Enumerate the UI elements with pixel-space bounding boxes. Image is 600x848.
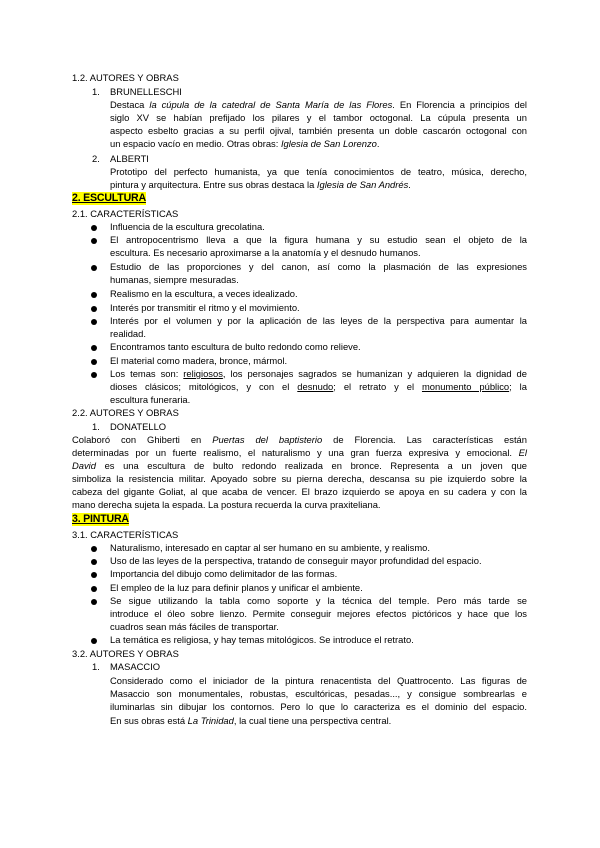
section-title-pintura: 3. PINTURA (72, 513, 129, 525)
paragraph-line: iluminarlas sin dibujar los contornos. Pero lo que lo caracteriza es el dominio del espacio. (110, 701, 527, 712)
bullet (91, 638, 97, 644)
paragraph-line: Destaca la cúpula de la catedral de Santa María de las Flores. En Florencia a principios del (110, 99, 527, 110)
paragraph-line: cabeza del gigante Goliat, al que acaba de vencer. El brazo izquierdo se apoya en su cadera y con la (72, 486, 527, 497)
paragraph-line: Considerado como el iniciador de la pintura renacentista del Quattrocento. Las figuras de (110, 675, 527, 686)
paragraph-line: simboliza la resistencia militar. Apoyado sobre su pierna derecha, descansa su pie izquierdo sobre la (72, 473, 527, 484)
bullet-text: Influencia de la escultura grecolatina. (110, 221, 265, 232)
bullet (91, 306, 97, 312)
author-title: ALBERTI (110, 153, 149, 164)
list-number: 1. (92, 86, 100, 97)
paragraph-line: siglo XV se habían prefijado los pilares y el tambor octogonal. La cúpula presenta un (110, 112, 527, 123)
paragraph-line: mano derecha sujeta la espada. La postura recuerda la curva praxiteliana. (72, 499, 381, 510)
bullet (91, 238, 97, 244)
bullet-text: Interés por transmitir el ritmo y el movimiento. (110, 302, 300, 313)
paragraph-line: Colaboró con Ghiberti en Puertas del baptisterio de Florencia. Las características están (72, 434, 527, 445)
bullet (91, 292, 97, 298)
bullet (91, 599, 97, 605)
list-number: 1. (92, 421, 100, 432)
bullet-text: humanas, siempre mesuradas. (110, 274, 239, 285)
bullet (91, 572, 97, 578)
bullet (91, 546, 97, 552)
paragraph-line: pintura y arquitectura. Entre sus obras destaca la Iglesia de San Andrés. (110, 179, 411, 190)
bullet-text: dioses clásicos; mitológicos, y con el desnudo; el retrato y el monumento público; la (110, 381, 527, 392)
bullet-text: escultura. Es necesario aproximarse a la anatomía y el desnudo humanos. (110, 247, 421, 258)
heading-1-2: 1.2. AUTORES Y OBRAS (72, 72, 179, 83)
bullet-text: Se sigue utilizando la tabla como soporte y la técnica del temple. Pero más tarde se (110, 595, 527, 606)
section-title-escultura: 2. ESCULTURA (72, 192, 146, 204)
bullet (91, 225, 97, 231)
paragraph-line: un espacio vacío en medio. Otras obras: Iglesia de San Lorenzo. (110, 138, 380, 149)
list-number: 1. (92, 661, 100, 672)
bullet-text: cuadros sean más fáciles de transportar. (110, 621, 279, 632)
bullet-text: Los temas son: religiosos, los personajes sagrados se humanizan y adquieren la dignidad de (110, 368, 527, 379)
bullet-text: Encontramos tanto escultura de bulto redondo como relieve. (110, 341, 361, 352)
bullet (91, 319, 97, 325)
bullet-text: El material como madera, bronce, mármol. (110, 355, 288, 366)
bullet-text: Realismo en la escultura, a veces idealizado. (110, 288, 298, 299)
heading-3-1: 3.1. CARACTERÍSTICAS (72, 529, 179, 540)
author-title: MASACCIO (110, 661, 161, 672)
paragraph-line: En sus obras está La Trinidad, la cual tiene una perspectiva central. (110, 715, 392, 726)
bullet (91, 586, 97, 592)
heading-2-1: 2.1. CARACTERÍSTICAS (72, 208, 179, 219)
paragraph-line: David es una escultura de bulto redondo realizada en bronce. Representa a un joven que (72, 460, 527, 471)
bullet-text: Naturalismo, interesado en captar al ser humano en su ambiente, y realismo. (110, 542, 430, 553)
bullet (91, 345, 97, 351)
bullet-text: introduce el óleo sobre lienzo. Permite conseguir mejores efectos pictóricos y hace que los (110, 608, 527, 619)
author-title: BRUNELLESCHI (110, 86, 182, 97)
bullet (91, 559, 97, 565)
paragraph-line: Masaccio son monumentales, robustas, escultóricas, pesadas..., y consigue sombrearlas e (110, 688, 527, 699)
bullet-text: La temática es religiosa, y hay temas mitológicos. Se introduce el retrato. (110, 634, 414, 645)
heading-3-2: 3.2. AUTORES Y OBRAS (72, 648, 179, 659)
heading-2-2: 2.2. AUTORES Y OBRAS (72, 407, 179, 418)
bullet (91, 359, 97, 365)
paragraph-line: aspecto esbelto gracias a su perfil ojival, también presenta un doble cascarón octogonal con (110, 125, 527, 136)
bullet-text: Estudio de las proporciones y del canon, así como la plasmación de las expresiones (110, 261, 527, 272)
bullet-text: realidad. (110, 328, 146, 339)
bullet-text: El antropocentrismo lleva a que la figura humana y su estudio sean el objeto de la (110, 234, 527, 245)
paragraph-line: Prototipo del perfecto humanista, ya que tenía conocimientos de teatro, música, derecho, (110, 166, 527, 177)
author-title: DONATELLO (110, 421, 167, 432)
bullet-text: Importancia del dibujo como delimitador de las formas. (110, 568, 338, 579)
list-number: 2. (92, 153, 100, 164)
bullet (91, 372, 97, 378)
bullet-text: El empleo de la luz para definir planos y unificar el ambiente. (110, 582, 363, 593)
bullet-text: Uso de las leyes de la perspectiva, tratando de conseguir mayor profundidad del espacio. (110, 555, 482, 566)
bullet-text: Interés por el volumen y por la aplicación de las leyes de la perspectiva para aumentar la (110, 315, 527, 326)
paragraph-line: determinadas por un fuerte realismo, el naturalismo y una gran fuerza expresiva y emocional. El (72, 447, 527, 458)
bullet-text: escultura funeraria. (110, 394, 191, 405)
bullet (91, 265, 97, 271)
